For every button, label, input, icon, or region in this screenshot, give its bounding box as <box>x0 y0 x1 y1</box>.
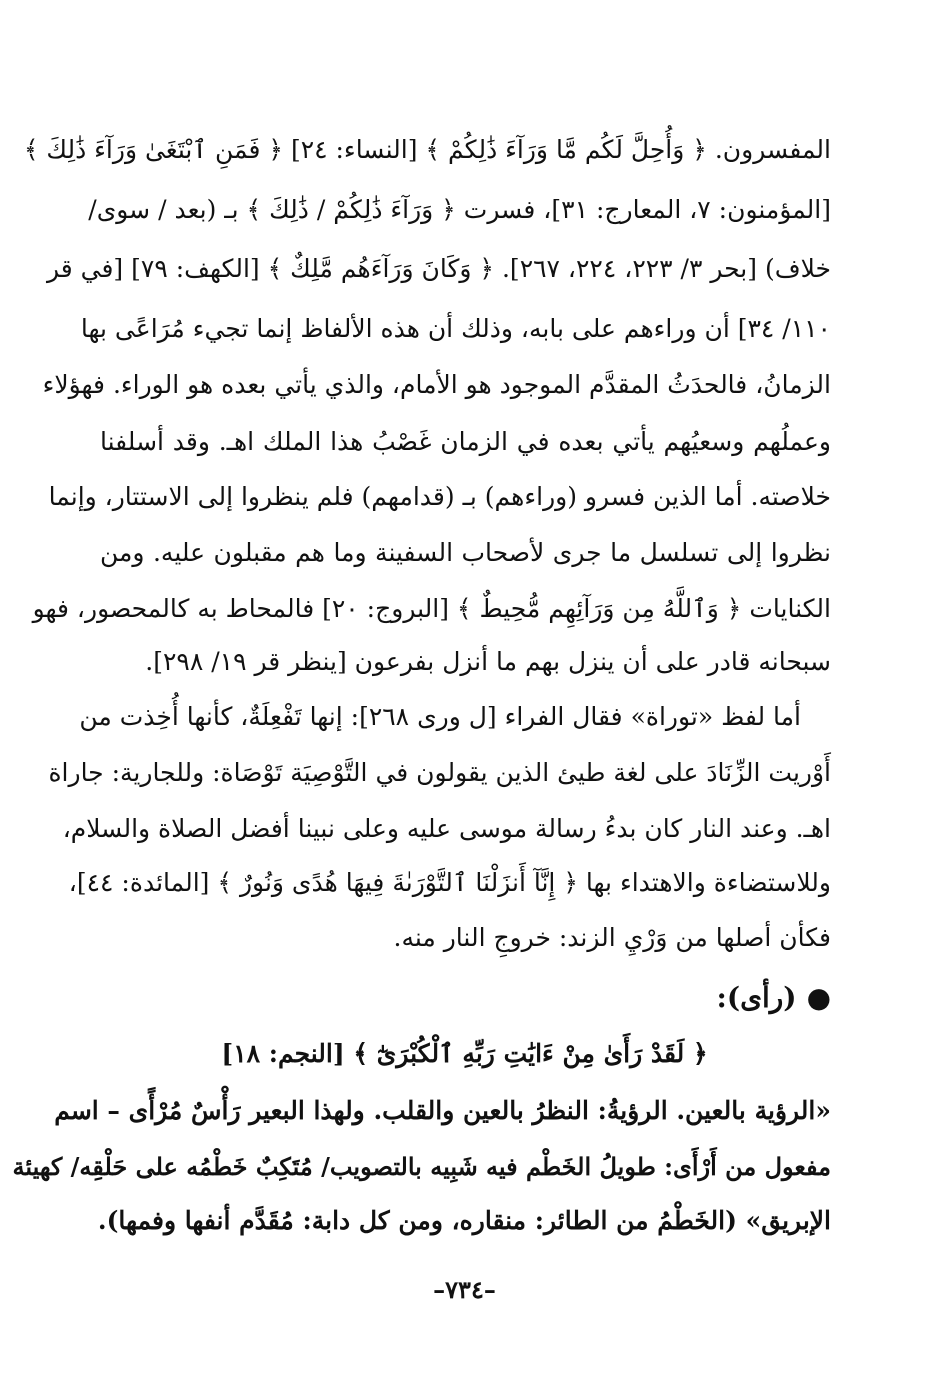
text-line: «الرؤية بالعين. الرؤيةُ: النظرُ بالعين والقلب. ولهذا البعير رَأْسٌ مُرْأًى – اسم <box>54 1096 831 1125</box>
text-line: وعملُهم وسعيُهم يأتي بعده في الزمان غَصْبُ هذا الملك اهـ. وقد أسلفنا <box>100 427 831 456</box>
text-line: خلاصته. أما الذين فسرو (وراءهم) بـ (قدامهم) فلم ينظروا إلى الاستتار، وإنما <box>48 482 831 511</box>
text-line: سبحانه قادر على أن ينزل بهم ما أنزل بفرعون [ينظر قر ١٩/ ٢٩٨]. <box>145 647 831 676</box>
text-line: المفسرون. ﴿ وَأُحِلَّ لَكُم مَّا وَرَآءَ ذَٰلِكُمْ ﴾ [النساء: ٢٤] ﴿ فَمَنِ ٱبْتَغَىٰ وَرَآءَ ذَٰلِكَ ﴾ <box>23 135 831 164</box>
section-heading <box>0 978 929 1018</box>
text-line: الزمانُ، فالحدَثُ المقدَّم الموجود هو الأمام، والذي يأتي بعده هو الوراء. فهؤلاء <box>42 370 831 399</box>
text-line: فكأن أصلها من وَرْيِ الزند: خروجِ النار منه. <box>393 923 831 952</box>
text-line: الإبريق» (الخَطْمُ من الطائر: منقاره، ومن كل دابة: مُقَدَّم أنفها وفمها). <box>97 1206 831 1235</box>
page-number: –٧٣٤– <box>433 1275 496 1304</box>
text-line: [المؤمنون: ٧، المعارج: ٣١]، فسرت ﴿ وَرَآءَ ذَٰلِكُمْ / ذَٰلِكَ ﴾ بـ (بعد / سوى/ <box>88 195 831 224</box>
text-line: أما لفظ «توراة» فقال الفراء [ل ورى ٢٦٨]: إنها تَفْعِلَةٌ، كأنها أُخِذت من <box>79 702 801 731</box>
text-line: أَوْريت الزِّنَادَ على لغة طيئ الذين يقولون في التَّوْصِيَة تَوْصَاة: وللجارية: جاراة <box>48 758 831 787</box>
text-line: الكنايات ﴿ وَٱللَّهُ مِن وَرَآئِهِم مُّحِيطٌ ﴾ [البروج: ٢٠] فالمحاط به كالمحصور، فهو <box>32 594 831 623</box>
text-line: خلاف) [بحر ٣/ ٢٢٣، ٢٢٤، ٢٦٧]. ﴿ وَكَانَ وَرَآءَهُم مَّلِكٌ ﴾ [الكهف: ٧٩] [في قر <box>46 254 831 283</box>
bullet-icon: ● <box>806 981 831 1014</box>
text-line: اهـ. وعند النار كان بدءُ رسالة موسى عليه وعلى نبينا أفضل الصلاة والسلام، <box>62 814 831 843</box>
section-title: (رأى): <box>716 981 797 1014</box>
text-line: وللاستضاءة والاهتداء بها ﴿ إِنَّآ أَنزَلْنَا ٱلتَّوْرَىٰةَ فِيهَا هُدًى وَنُورٌ ﴾ [المائدة: ٤٤]، <box>68 868 831 897</box>
quran-verse: ﴿ لَقَدْ رَأَىٰ مِنْ ءَايَٰتِ رَبِّهِ ٱلْكُبْرَىٰٓ ﴾ [النجم: ١٨] <box>221 1039 708 1068</box>
text-line: مفعول من أَرْأَى: طويلُ الخَطْم فيه شَبِيه بالتصويب/ مُتَكِبٌ خَطْمُه على حَلْقِه/ كهيئة <box>12 1152 831 1181</box>
text-line: ١١٠/ ٣٤] أن وراءهم على بابه، وذلك أن هذه الألفاظ إنما تجيء مُرَاعًى بها <box>80 314 831 343</box>
text-line: نظروا إلى تسلسل ما جرى لأصحاب السفينة وما هم مقبلون عليه. ومن <box>100 538 831 567</box>
